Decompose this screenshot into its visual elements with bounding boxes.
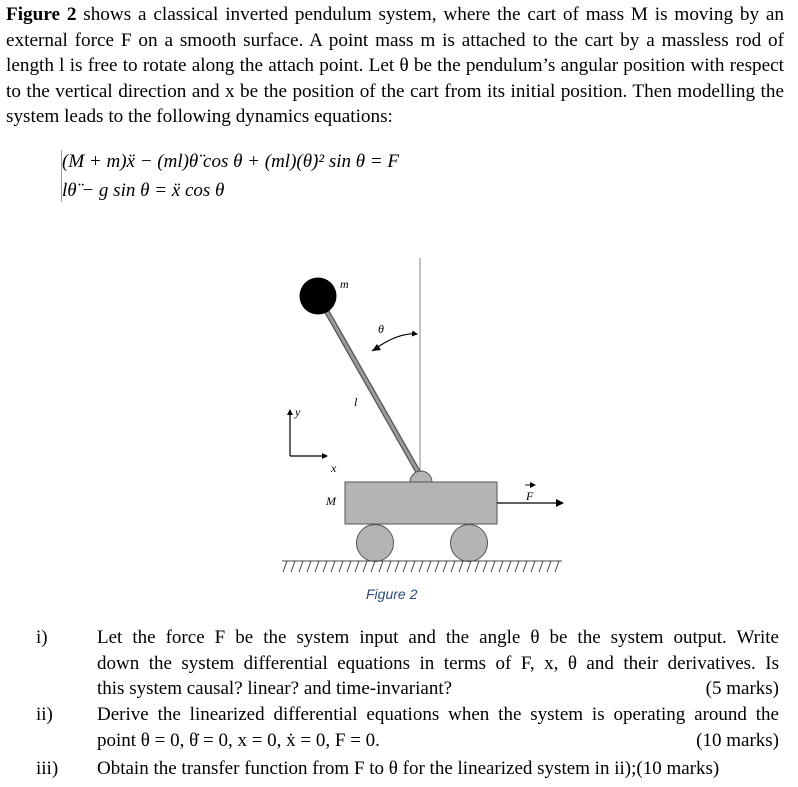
question-3 xyxy=(97,756,779,782)
force-label: F xyxy=(526,489,534,503)
theta-label: θ xyxy=(378,322,384,336)
question-3-line-1: Obtain the transfer function from F to θ for the linearized system in ii);(10 marks) xyxy=(97,758,720,779)
question-number-1: i) xyxy=(36,627,48,648)
question-2-line-2-text: point θ = 0, θ̇ = 0, x = 0, ẋ = 0, F = 0. xyxy=(97,729,380,751)
problem-intro xyxy=(6,2,784,130)
inverted-pendulum-figure xyxy=(0,230,798,590)
question-2-marks: (10 marks) xyxy=(696,729,779,751)
pivot-joint xyxy=(410,471,432,482)
question-1-line-1: Let the force F be the system input and the angle θ be the system output. Write xyxy=(97,627,779,648)
question-1-line-2: down the system differential equations in terms of F, x, θ and their derivatives. Is xyxy=(97,652,779,674)
question-number-3: iii) xyxy=(36,758,59,779)
intro-text: shows a classical inverted pendulum system, where the cart of mass M is moving by an external force F on a smooth surface. A point mass m is attached to the cart by a massless rod of length l is free to rotate along the attach point. Let θ be the pendulum’s angular position with respect to the vertical direction and x be the position of the cart from its initial position. Then modelling the system leads to the following dynamics equations: xyxy=(6,4,784,127)
question-1-line-3 xyxy=(97,676,779,702)
cart-wheel-left xyxy=(357,525,394,562)
question-1 xyxy=(97,625,779,702)
dynamics-equation-1: (M + m)ẍ − (ml)θ̈ cos θ + (ml)(θ̇)² sin θ = F xyxy=(62,151,400,172)
point-mass xyxy=(300,278,337,315)
x-axis-label: x xyxy=(331,461,337,475)
dynamics-equation-2: lθ̈ − g sin θ = ẍ cos θ xyxy=(62,180,225,201)
cart-mass-label: M xyxy=(326,494,336,508)
question-number-2: ii) xyxy=(36,704,53,725)
question-2-line-2 xyxy=(97,728,779,754)
ground-surface xyxy=(282,561,562,572)
rod-length-label: l xyxy=(354,395,358,409)
question-2 xyxy=(97,702,779,753)
y-axis-label: y xyxy=(295,405,301,419)
figure-caption: Figure 2 xyxy=(366,586,418,602)
question-2-line-1: Derive the linearized differential equations when the system is operating around the xyxy=(97,704,779,725)
question-1-line-3-text: this system causal? linear? and time-invariant? xyxy=(97,678,453,699)
question-1-marks: (5 marks) xyxy=(705,678,779,699)
cart-body xyxy=(345,482,497,524)
figure-reference: Figure 2 xyxy=(6,4,77,25)
mass-m-label: m xyxy=(340,277,349,291)
cart-wheel-right xyxy=(451,525,488,562)
